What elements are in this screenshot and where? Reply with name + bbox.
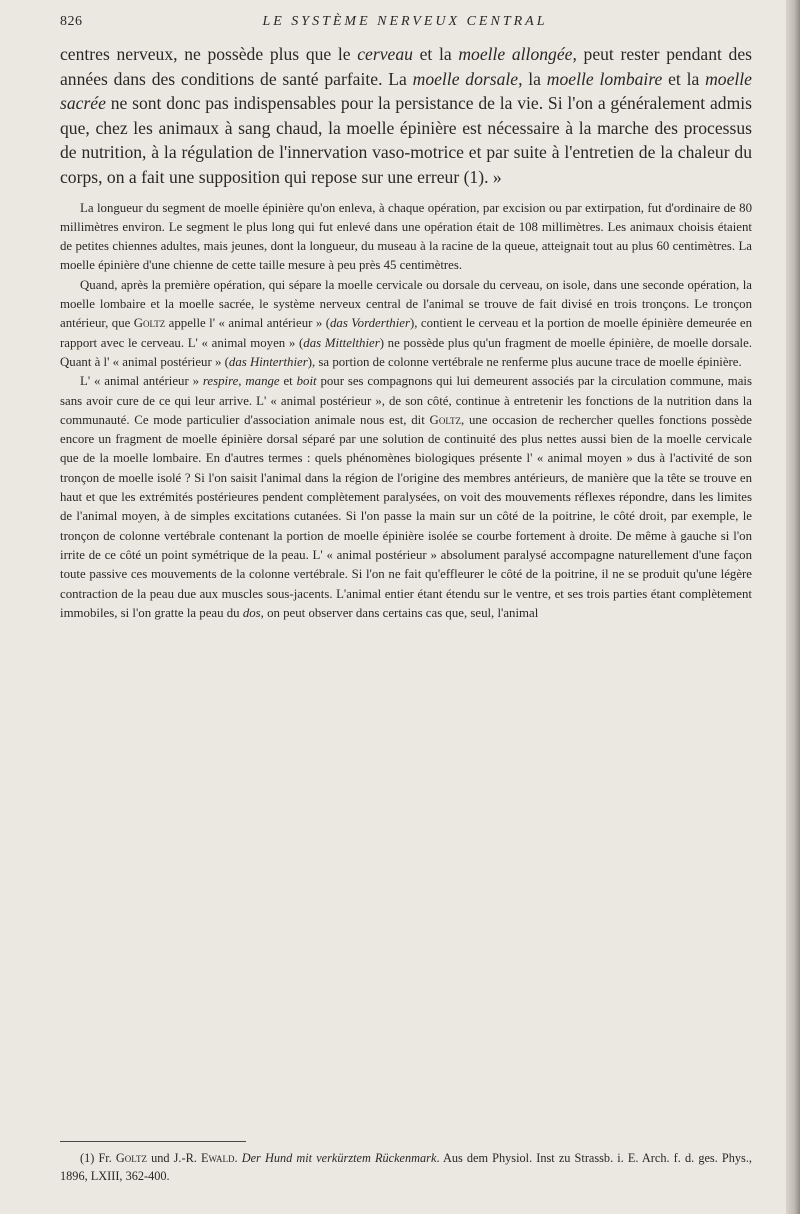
page-edge-shadow	[786, 0, 800, 1214]
author-name: Ewald	[200, 1151, 235, 1165]
running-title: LE SYSTÈME NERVEUX CENTRAL	[262, 14, 548, 29]
paragraph-segment-length: La longueur du segment de moelle épinière qu'on enleva, à chaque opération, par excision ou par extirpation, fut d'ordinaire de 80 millimètres environ. Le segment le plus long qui fut enlevé dans une opération était de 108 millimètres. Les animaux choisis étaient de petites chiennes adultes, mais jeunes, dont la longueur, du museau à la racine de la queue, atteignait tout au plus 60 centimètres. La moelle épinière d'une chienne de cette taille mesure à peu près 45 centimètres.	[60, 200, 752, 273]
page-number: 826	[60, 14, 83, 29]
text-run: et	[279, 374, 297, 389]
german-term: das Hinterthier	[228, 354, 308, 369]
italic-term: moelle lombaire	[546, 68, 663, 89]
text-run: . Aus dem Physiol. Inst zu Strassb. i. E. Arch. f. d. ges. Phys., 1896, LXIII, 362-400.	[60, 1151, 752, 1183]
cited-title: Der Hund mit verkürztem Rückenmark	[241, 1151, 437, 1165]
text-run: la	[522, 68, 547, 89]
text-run: Quand, après la première opération, qui sépare la moelle cervicale ou dorsale du cerveau, on isole, dans une seconde opération, la moelle lombaire et la moelle sacrée, le système nerveux central de l'animal se trouve de fait divisé en trois tronçons. Le tronçon antérieur, que	[60, 277, 752, 331]
text-run: .	[234, 1151, 242, 1165]
italic-term: respire, mange	[202, 374, 280, 389]
text-run: pour ses compagnons qui lui demeurent associés par la circulation commune, mais sans avoir cure de ce qui leur arrive. L' « animal postérieur », de son côté, continue à entretenir les fonctions de la nutrition dans la communauté. Ce mode particulier d'association animale nous est, dit	[60, 374, 752, 427]
text-run: und J.-R.	[146, 1151, 201, 1165]
german-term: das Vorderthier	[329, 316, 410, 331]
italic-term: cerveau	[357, 44, 413, 64]
author-name: Goltz	[429, 412, 461, 427]
italic-term: boit	[296, 374, 317, 389]
body-text	[60, 42, 752, 623]
text-run: ), contient le cerveau et la portion de moelle épinière demeurée en rapport avec le cerveau. L' « animal moyen » (	[60, 316, 752, 350]
footnote-rule	[60, 1141, 246, 1142]
quoted-paragraph	[60, 42, 752, 190]
text-run: peut rester pendant des années dans des conditions de santé parfaite. La	[60, 44, 753, 89]
italic-term: moelle dorsale,	[412, 68, 523, 89]
text-run: ), sa portion de colonne vertébrale ne renferme plus aucune trace de moelle épinière.	[307, 354, 742, 369]
page-header	[60, 10, 750, 36]
text-run: L' « animal antérieur »	[80, 374, 203, 389]
text-run: et la	[662, 68, 706, 89]
paragraph-animal-functions	[60, 372, 752, 623]
text-run: et la	[412, 44, 459, 64]
text-run: (1) Fr.	[80, 1151, 116, 1165]
text-run: centres nerveux, ne possède plus que le	[60, 44, 358, 64]
paragraph-three-sections	[60, 276, 752, 372]
italic-term: moelle allongée,	[458, 44, 577, 64]
author-name: Goltz	[115, 1151, 147, 1165]
text-run: appelle l' « animal antérieur » (	[165, 316, 330, 331]
italic-term: moelle sacrée	[60, 68, 752, 114]
footnote	[60, 1150, 752, 1185]
italic-term: dos	[242, 605, 261, 620]
text-run: , on peut observer dans certains cas que, seul, l'animal	[260, 605, 539, 620]
author-name: Goltz	[133, 316, 166, 331]
text-run: , une occasion de rechercher quelles fonctions possède encore un fragment de moelle épinière dorsal séparé par une solution de continuité des plus nettes aussi bien de la moelle cervicale que de la moelle lombaire. En d'autres termes : quels phénomènes biologiques présente l' « animal moyen » dus à l'activité de son tronçon de moelle isolé ? Si l'on saisit l'animal dans la région de l'origine des membres antérieurs, de manière que la tête se trouve en haut et que les extrémités postérieures pendent complètement paralysées, on voit des mouvements réflexes répondre, dans les limites de l'animal moyen, à de simples excitations cutanées. Si l'on passe la main sur un côté de la poitrine, le côté droit, par exemple, le tronçon de colonne vertébrale contenant la portion de moelle épinière isolée se courbe fortement à droite. De même à gauche si l'on irrite de ce côté un point symétrique de la peau. L' « animal postérieur » absolument paralysé accompagne naturellement d'une façon toute passive ces mouvements de la colonne vertébrale. Si l'on ne fait qu'effleurer le côté de la poitrine, il ne se produit qu'une légère contraction de la peau due aux muscles sous-jacents. L'animal entier étant étendu sur le ventre, et ses trois parties étant complètement immobiles, si l'on gratte la peau du	[60, 412, 753, 620]
german-term: das Mittelthier	[303, 335, 380, 350]
text-run: ) ne possède plus qu'un fragment de moelle épinière, de moelle dorsale. Quant à l' « animal postérieur » (	[60, 335, 753, 369]
text-run: ne sont donc pas indispensables pour la persistance de la vie. Si l'on a généralement admis que, chez les animaux à sang chaud, la moelle épinière est nécessaire à la marche des processus de nutrition, à la régulation de l'innervation vaso-motrice et par suite à l'entretien de la chaleur du corps, on a fait une supposition qui repose sur une erreur (1). »	[60, 93, 752, 187]
